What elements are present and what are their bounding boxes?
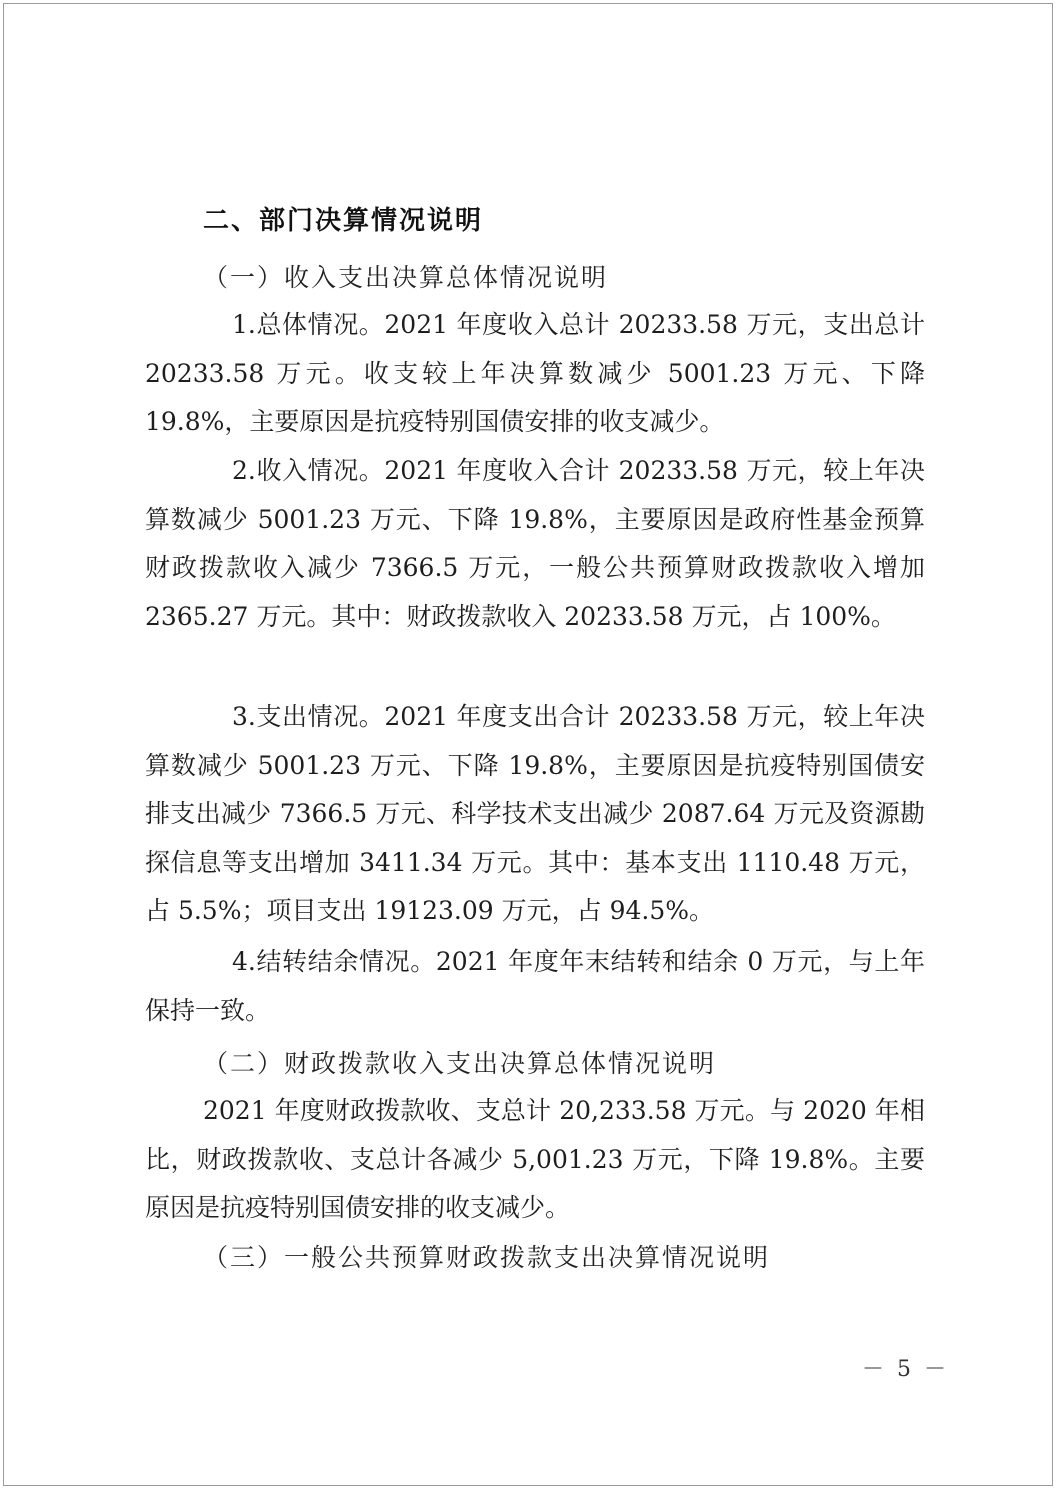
paragraph-carryover: 4.结转结余情况。2021 年度年末结转和结余 0 万元，与上年保持一致。 (145, 947, 925, 1025)
paragraph-expenditure: 3.支出情况。2021 年度支出合计 20233.58 万元，较上年决算数减少 5001.23 万元、下降 19.8%，主要原因是抗疫特别国债安排支出减少 7366.5 万元、科学技术支出减少 2087.64 万元及资源勘探信息等支出增加 3411.34 万元。其中：基本支出 1110.48 万元，占 5.5%；项目支出 19123.09 万元，占 94.5%。 (145, 702, 925, 925)
section-heading: 二、部门决算情况说明 (203, 206, 484, 236)
page-number: － 5 － (862, 1357, 949, 1382)
paragraph-income: 2.收入情况。2021 年度收入合计 20233.58 万元，较上年决算数减少 5001.23 万元、下降 19.8%，主要原因是政府性基金预算财政拨款收入减少 7366.5 万元，一般公共预算财政拨款收入增加 2365.27 万元。其中：财政拨款收入 20233.58 万元，占 100%。 (145, 456, 925, 631)
subsection-title-1: （一）收入支出决算总体情况说明 (203, 263, 609, 292)
subsection-title-2: （二）财政拨款收入支出决算总体情况说明 (203, 1049, 717, 1078)
paragraph-fiscal-allocation: 2021 年度财政拨款收、支总计 20,233.58 万元。与 2020 年相比，财政拨款收、支总计各减少 5,001.23 万元，下降 19.8%。主要原因是抗疫特别国债安排的收支减少。 (145, 1096, 925, 1222)
paragraph-overall: 1.总体情况。2021 年度收入总计 20233.58 万元，支出总计 20233.58 万元。收支较上年决算数减少 5001.23 万元、下降 19.8%，主要原因是抗疫特别国债安排的收支减少。 (145, 310, 925, 436)
subsection-title-3: （三）一般公共预算财政拨款支出决算情况说明 (203, 1243, 771, 1272)
